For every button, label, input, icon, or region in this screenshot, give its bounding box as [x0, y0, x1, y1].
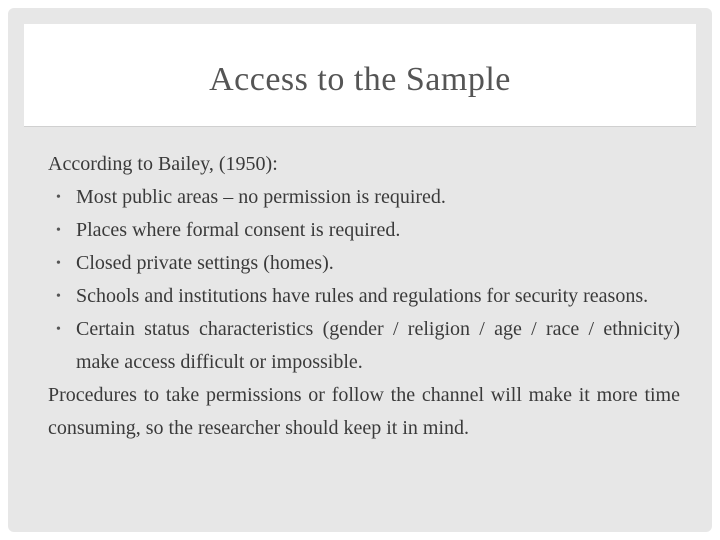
title-box — [24, 24, 696, 127]
list-item-text: Closed private settings (homes). — [76, 252, 334, 274]
list-item-text: Places where formal consent is required. — [76, 219, 401, 241]
conclusion-text: Procedures to take permissions or follow the channel will make it more time consuming, so the researcher should keep it in mind. — [48, 384, 680, 439]
list-item — [48, 280, 680, 313]
slide-body — [48, 148, 680, 445]
bullet-list — [48, 181, 680, 379]
bullet-icon: • — [56, 223, 61, 238]
list-item — [48, 181, 680, 214]
list-item — [48, 214, 680, 247]
bullet-icon: • — [56, 289, 61, 304]
bullet-icon: • — [56, 322, 61, 337]
intro-text: According to Bailey, (1950): — [48, 153, 278, 175]
bullet-icon: • — [56, 190, 61, 205]
bullet-icon: • — [56, 256, 61, 271]
list-item-text: Most public areas – no permission is required. — [76, 186, 446, 208]
list-item-text: Certain status characteristics (gender / religion / age / race / ethnicity) make access difficult or impossible. — [76, 318, 680, 373]
slide-title: Access to the Sample — [209, 61, 511, 98]
list-item — [48, 313, 680, 379]
list-item — [48, 247, 680, 280]
slide — [8, 8, 712, 532]
list-item-text: Schools and institutions have rules and regulations for security reasons. — [76, 285, 649, 307]
